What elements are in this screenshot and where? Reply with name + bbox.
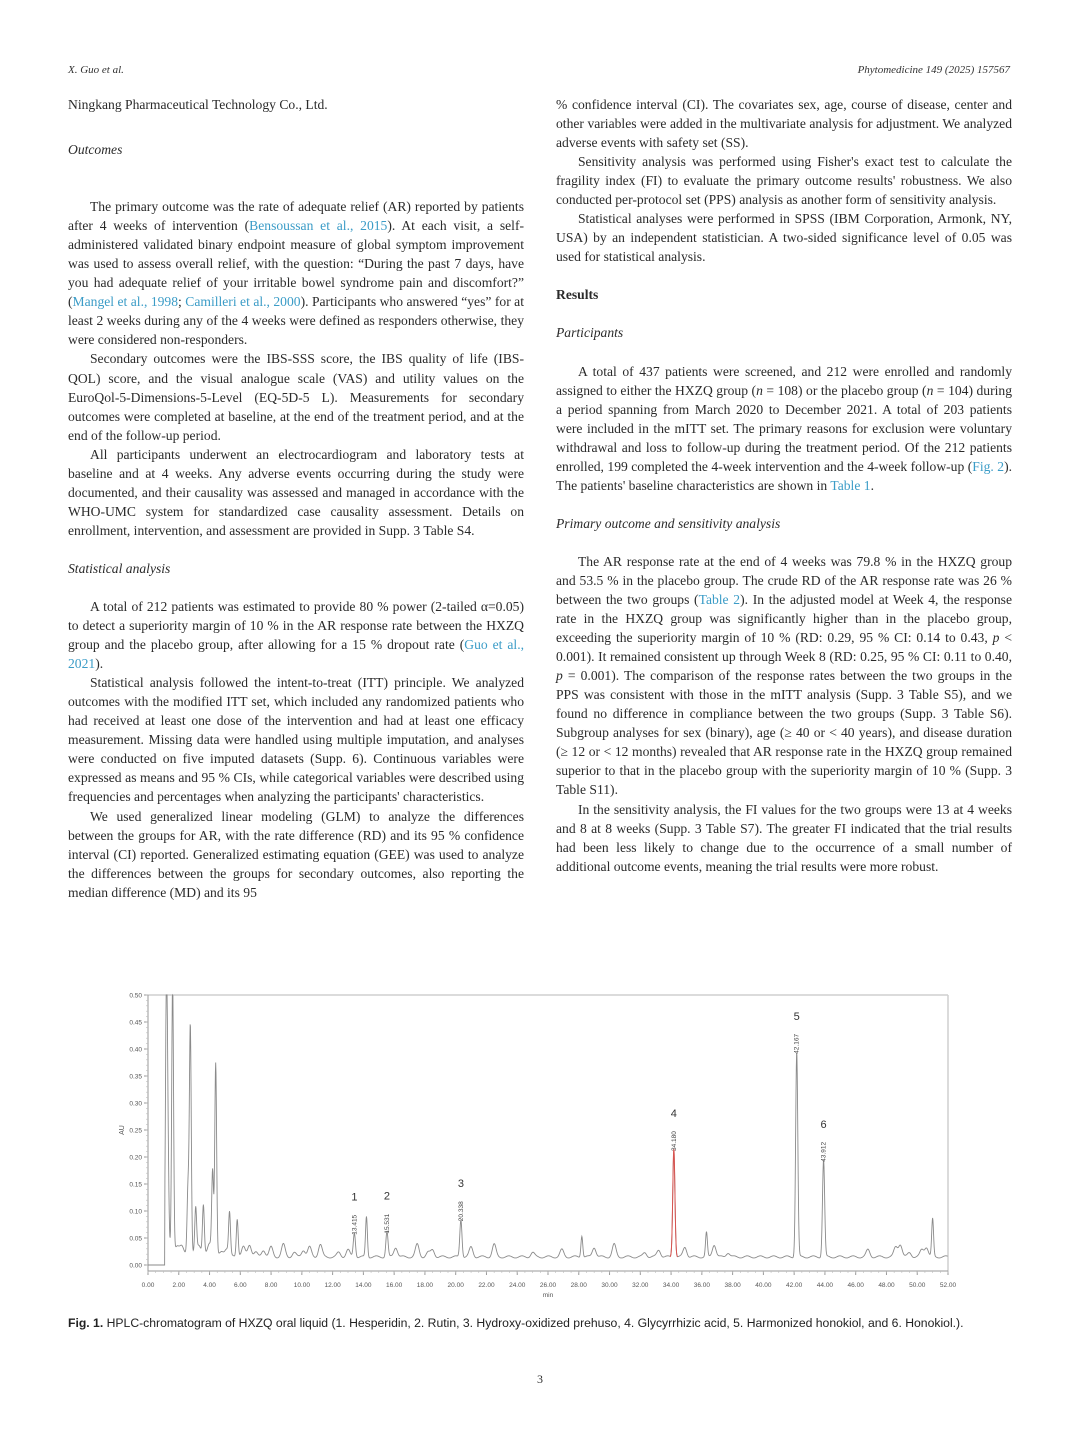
paragraph-spss: Statistical analyses were performed in SPSS (IBM Corporation, Armonk, NY, USA) by an independent statistician. A two-sided significance level of 0.05 was used for statistical analysis. xyxy=(556,211,1012,265)
section-heading-statistical-analysis: Statistical analysis xyxy=(68,560,171,576)
subsection-heading-primary-outcome: Primary outcome and sensitivity analysis xyxy=(556,515,781,531)
chromatogram-trace xyxy=(148,995,948,1265)
right-column xyxy=(556,95,1012,876)
y-tick-label: 0.40 xyxy=(129,1046,142,1054)
x-tick-label: 34.00 xyxy=(662,1282,680,1289)
peak-number-label: 3 xyxy=(457,1178,464,1191)
citation-link[interactable]: Fig. 2 xyxy=(972,458,1005,474)
peak-retention-time-label: 13.415 xyxy=(351,1214,359,1235)
x-tick-label: 16.00 xyxy=(386,1282,403,1289)
y-tick-label: 0.15 xyxy=(129,1181,142,1189)
x-tick-label: 6.00 xyxy=(233,1282,247,1289)
figure-caption xyxy=(68,1314,1012,1333)
paragraph-secondary-outcomes: Secondary outcomes were the IBS-SSS score, the IBS quality of life (IBS-QOL) score, and the visual analogue scale (VAS) and utility values on the EuroQol-5-Dimensions-5-Level (EQ-5D-5 L). Measurements for secondary outcomes were completed at baseline, at the end of the treatment period, and at the end of the follow-up period. xyxy=(68,351,524,443)
subsection-heading-participants: Participants xyxy=(556,325,624,341)
y-tick-label: 0.00 xyxy=(129,1262,142,1270)
y-tick-label: 0.50 xyxy=(129,992,142,1000)
paragraph-participants: A total of 437 patients were screened, and 212 were enrolled and randomly assigned to either the HXZQ group (n = 108) or the placebo group (n = 104) during a period spanning from March 2020 to December 2021. A total of 203 patients were included in the mITT set. The primary reasons for exclusion were voluntary withdrawal and loss to follow-up during the treatment period. Of the 212 patients enrolled, 199 completed the 4-week intervention and the 4-week follow-up (Fig. 2). The patients' baseline characteristics are shown in Table 1. xyxy=(556,363,1012,493)
x-tick-label: 18.00 xyxy=(416,1282,434,1289)
paragraph-ci-continuation: % confidence interval (CI). The covariates sex, age, course of disease, center and other variables were added in the multivariate analysis for adjustment. We analyzed adverse events with safety set (SS). xyxy=(556,97,1012,151)
page-number: 3 xyxy=(537,1372,543,1386)
paragraph-primary-outcome: The primary outcome was the rate of adequate relief (AR) reported by patients after 4 weeks of intervention (Bensoussan et al., 2015). At each visit, a self-administered validated binary endpoint measure of global symptom improvement was used to assess overall relief, with the question: “During the past 7 days, have you had adequate relief of your irritable bowel syndrome pain and discomfort?” (Mangel et al., 1998; Camilleri et al., 2000). Participants who answered “yes” for at least 2 weeks during any of the 4 weeks were defined as responders otherwise, they were considered non-responders. xyxy=(68,199,524,348)
x-tick-label: 12.00 xyxy=(324,1282,341,1289)
affiliation-tail: Ningkang Pharmaceutical Technology Co., Ltd. xyxy=(68,97,328,112)
paragraph-fragility-index: In the sensitivity analysis, the FI values for the two groups were 13 at 4 weeks and 8 at 8 weeks (Supp. 3 Table S7). The greater FI indicated that the trial results had been less likely to change due to the occurrence of a small number of additional outcome events, meaning the trial results were more robust. xyxy=(556,801,1012,874)
citation-link[interactable]: Bensoussan et al., 2015 xyxy=(249,218,388,234)
y-tick-label: 0.05 xyxy=(129,1235,142,1243)
x-tick-label: 32.00 xyxy=(632,1282,649,1289)
figure-hplc-chromatogram xyxy=(100,985,980,1299)
paragraph-glm: We used generalized linear modeling (GLM) to analyze the differences between the groups for AR, with the rate difference (RD) and its 95 % confidence interval (CI) reported. Generalized estimating equation (GEE) was used to analyze the differences between the groups for secondary outcomes, also reporting the median difference (MD) and its 95 xyxy=(68,808,524,900)
citation-link[interactable]: Table 2 xyxy=(698,591,741,607)
running-head-authors: X. Guo et al. xyxy=(68,64,124,76)
x-tick-label: 0.00 xyxy=(141,1282,155,1289)
peak-number-label: 5 xyxy=(793,1010,800,1023)
x-tick-label: 38.00 xyxy=(724,1282,741,1289)
peak-number-label: 2 xyxy=(383,1190,391,1203)
y-tick-label: 0.35 xyxy=(129,1073,142,1081)
peak-retention-time-label: 34.180 xyxy=(670,1131,678,1151)
citation-link[interactable]: Camilleri et al., 2000 xyxy=(185,294,301,310)
x-tick-label: 48.00 xyxy=(878,1282,895,1289)
paragraph-ar-response: The AR response rate at the end of 4 weeks was 79.8 % in the HXZQ group and 53.5 % in the placebo group. The crude RD of the AR response rate was 26 % between the two groups (Table 2). In the adjusted model at Week 4, the response rate in the HXZQ group was significantly higher than in the placebo group, exceeding the superiority margin of 10 % (RD: 0.29, 95 % CI: 0.14 to 0.43, p < 0.001). It remained consistent up through Week 8 (RD: 0.25, 95 % CI: 0.11 to 0.40, p = 0.001). The comparison of the response rates between the two groups in the PPS was consistent with those in the mITT analysis (Supp. 3 Table S5), and we found no difference in compliance between the two groups (Supp. 3 Table S6). Subgroup analyses for sex (binary), age (≥ 40 or < 40 years), and disease duration (≥ 12 or < 12 months) revealed that AR response rate in the HXZQ group remained superior to that in the placebo group with the superiority margin of 10 % (Supp. 3 Table S11). xyxy=(556,553,1012,798)
peak-glycyrrhizic-acid-trace xyxy=(670,1149,678,1257)
x-tick-label: 8.00 xyxy=(264,1282,278,1289)
figure-label: Fig. 1. xyxy=(68,1316,104,1330)
left-column xyxy=(68,95,524,902)
x-tick-label: 44.00 xyxy=(816,1282,834,1289)
x-tick-label: 26.00 xyxy=(539,1282,557,1289)
peak-number-label: 6 xyxy=(820,1118,827,1131)
citation-link[interactable]: Mangel et al., 1998 xyxy=(72,294,179,310)
paragraph-sample-size: A total of 212 patients was estimated to provide 80 % power (2-tailed α=0.05) to detect a superiority margin of 10 % in the AR response rate between the HXZQ group and the placebo group, after allowing for a 15 % dropout rate (Guo et al., 2021). xyxy=(68,598,524,672)
paragraph-sensitivity-method: Sensitivity analysis was performed using Fisher's exact test to calculate the fragility index (FI) to evaluate the primary outcome results' robustness. We also conducted per-protocol set (PPS) analysis as another form of sensitivity analysis. xyxy=(556,154,1012,208)
section-heading-outcomes: Outcomes xyxy=(68,142,123,158)
chromatogram-plot xyxy=(100,985,980,1299)
peak-retention-time-label: 43.912 xyxy=(820,1141,828,1162)
x-tick-label: 52.00 xyxy=(939,1282,957,1289)
x-tick-label: 2.00 xyxy=(172,1282,186,1289)
citation-link[interactable]: Table 1 xyxy=(830,477,871,493)
x-tick-label: 46.00 xyxy=(847,1282,864,1289)
y-axis-label: AU xyxy=(119,1125,126,1135)
x-tick-label: 10.00 xyxy=(293,1282,310,1289)
x-tick-label: 22.00 xyxy=(478,1282,495,1289)
x-tick-label: 50.00 xyxy=(909,1282,926,1289)
x-tick-label: 40.00 xyxy=(755,1282,772,1289)
x-tick-label: 14.00 xyxy=(355,1282,372,1289)
paragraph-safety: All participants underwent an electrocardiogram and laboratory tests at baseline and at 4 weeks. Any adverse events occurring during the study were documented, and their causality was assessed and managed in accordance with the WHO-UMC system for standardized case causality assessment. Details on enrollment, intervention, and assessment are provided in Supp. 3 Table S4. xyxy=(68,446,524,538)
peak-retention-time-label: 42.167 xyxy=(793,1033,801,1054)
peak-number-label: 1 xyxy=(351,1191,358,1204)
peak-number-label: 4 xyxy=(670,1108,677,1120)
y-tick-label: 0.45 xyxy=(129,1019,142,1027)
x-axis-label: min xyxy=(542,1292,554,1299)
peak-retention-time-label: 20.338 xyxy=(457,1201,465,1222)
x-tick-label: 28.00 xyxy=(570,1282,587,1289)
x-tick-label: 30.00 xyxy=(601,1282,618,1289)
x-tick-label: 20.00 xyxy=(447,1282,464,1289)
x-tick-label: 24.00 xyxy=(509,1282,526,1289)
peak-retention-time-label: 15.531 xyxy=(383,1213,391,1234)
y-tick-label: 0.20 xyxy=(129,1154,142,1162)
paragraph-itt: Statistical analysis followed the intent-to-treat (ITT) principle. We analyzed outcomes with the modified ITT set, which included any randomized patients who had received at least one dose of the intervention and had at least one efficacy measurement. Missing data were handled using multiple imputation, and analyses were conducted on five imputed datasets (Supp. 6). Continuous variables were expressed as means and 95 % CIs, while categorical variables were described using frequencies and percentages when analyzing the participants' characteristics. xyxy=(68,675,524,805)
y-tick-label: 0.30 xyxy=(129,1100,142,1108)
figure-caption-text: HPLC-chromatogram of HXZQ oral liquid (1. Hesperidin, 2. Rutin, 3. Hydroxy-oxidized prehuso, 4. Glycyrrhizic acid, 5. Harmonized honokiol, and 6. Honokiol.). xyxy=(103,1316,964,1330)
running-head-journal: Phytomedicine 149 (2025) 157567 xyxy=(857,64,1010,76)
x-tick-label: 42.00 xyxy=(786,1282,803,1289)
x-tick-label: 4.00 xyxy=(203,1282,216,1289)
x-tick-label: 36.00 xyxy=(693,1282,710,1289)
y-tick-label: 0.10 xyxy=(129,1208,142,1216)
y-tick-label: 0.25 xyxy=(129,1127,142,1135)
citation-link[interactable]: Guo et al., 2021 xyxy=(68,637,524,672)
section-heading-results: Results xyxy=(556,287,599,303)
